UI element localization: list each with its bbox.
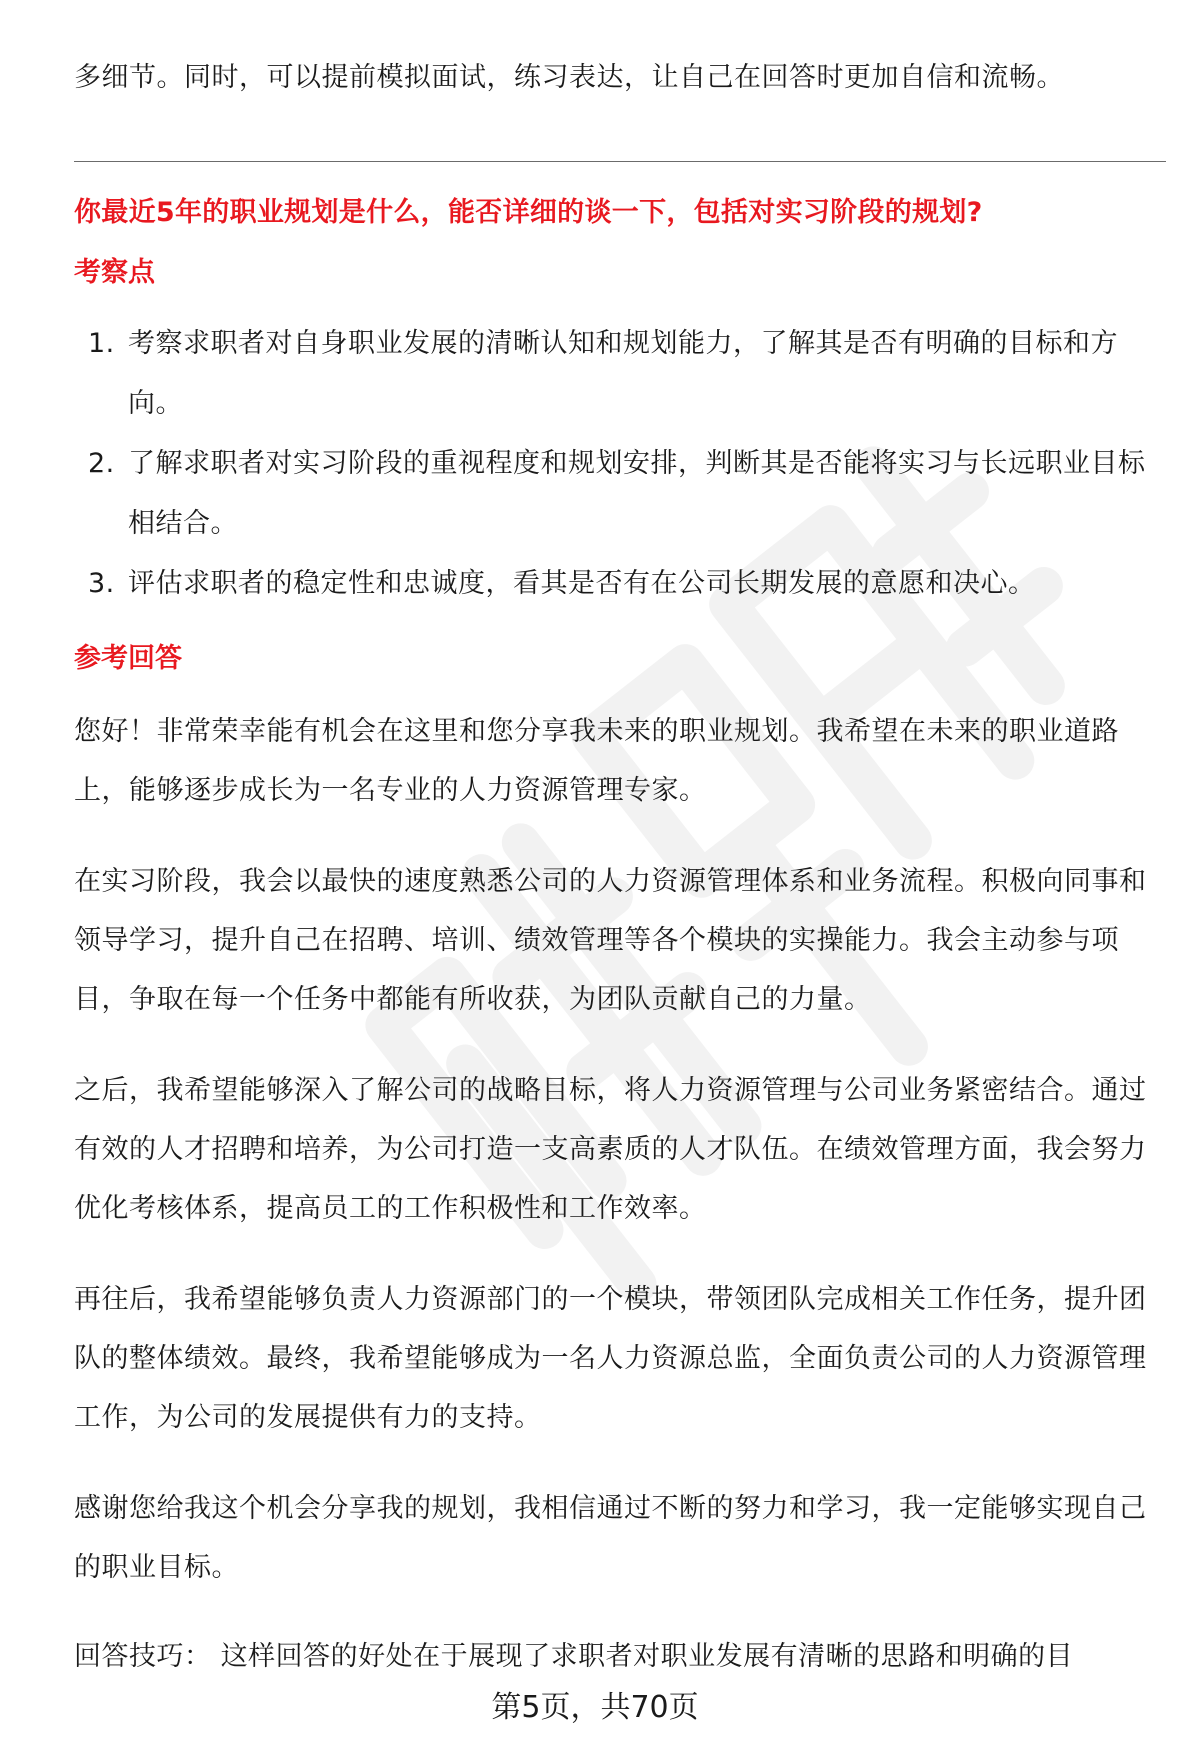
lead-paragraph: 多细节。同时，可以提前模拟面试，练习表达，让自己在回答时更加自信和流畅。 — [74, 62, 1064, 93]
question-heading: 你最近5年的职业规划是什么，能否详细的谈一下，包括对实习阶段的规划? — [74, 197, 983, 228]
answer-tip: 回答技巧： 这样回答的好处在于展现了求职者对职业发展有清晰的思路和明确的目 — [74, 1641, 1074, 1672]
section-divider — [74, 161, 1166, 162]
list-item — [74, 434, 1166, 554]
answer-paragraph: 您好！非常荣幸能有机会在这里和您分享我未来的职业规划。我希望在未来的职业道路上，能够逐步成长为一名专业的人力资源管理专家。 — [74, 716, 1119, 806]
answer-paragraph: 再往后，我希望能够负责人力资源部门的一个模块，带领团队完成相关工作任务，提升团队的整体绩效。最终，我希望能够成为一名人力资源总监，全面负责公司的人力资源管理工作，为公司的发展提供有力的支持。 — [74, 1284, 1147, 1433]
page-number-footer: 第5页，共70页 — [491, 1690, 699, 1725]
answer-paragraph: 在实习阶段，我会以最快的速度熟悉公司的人力资源管理体系和业务流程。积极向同事和领导学习，提升自己在招聘、培训、绩效管理等各个模块的实操能力。我会主动参与项目，争取在每一个任务中都能有所收获，为团队贡献自己的力量。 — [74, 866, 1147, 1015]
document-content — [74, 48, 1166, 1686]
exam-points-list — [74, 314, 1166, 614]
exam-points-title: 考察点 — [74, 257, 155, 288]
answer-paragraph: 之后，我希望能够深入了解公司的战略目标，将人力资源管理与公司业务紧密结合。通过有效的人才招聘和培养，为公司打造一支高素质的人才队伍。在绩效管理方面，我会努力优化考核体系，提高员工的工作积极性和工作效率。 — [74, 1075, 1147, 1224]
answer-paragraph: 感谢您给我这个机会分享我的规划，我相信通过不断的努力和学习，我一定能够实现自己的职业目标。 — [74, 1493, 1147, 1583]
answer-title: 参考回答 — [74, 643, 182, 674]
list-item-text: 评估求职者的稳定性和忠诚度，看其是否有在公司长期发展的意愿和决心。 — [128, 568, 1036, 599]
list-item-text: 考察求职者对自身职业发展的清晰认知和规划能力，了解其是否有明确的目标和方向。 — [128, 328, 1118, 419]
list-item-number: 2. — [88, 448, 115, 479]
list-item-text: 了解求职者对实习阶段的重视程度和规划安排，判断其是否能将实习与长远职业目标相结合。 — [128, 448, 1146, 539]
list-item-number: 1. — [88, 328, 115, 359]
list-item-number: 3. — [88, 568, 115, 599]
list-item — [74, 554, 1166, 614]
list-item — [74, 314, 1166, 434]
